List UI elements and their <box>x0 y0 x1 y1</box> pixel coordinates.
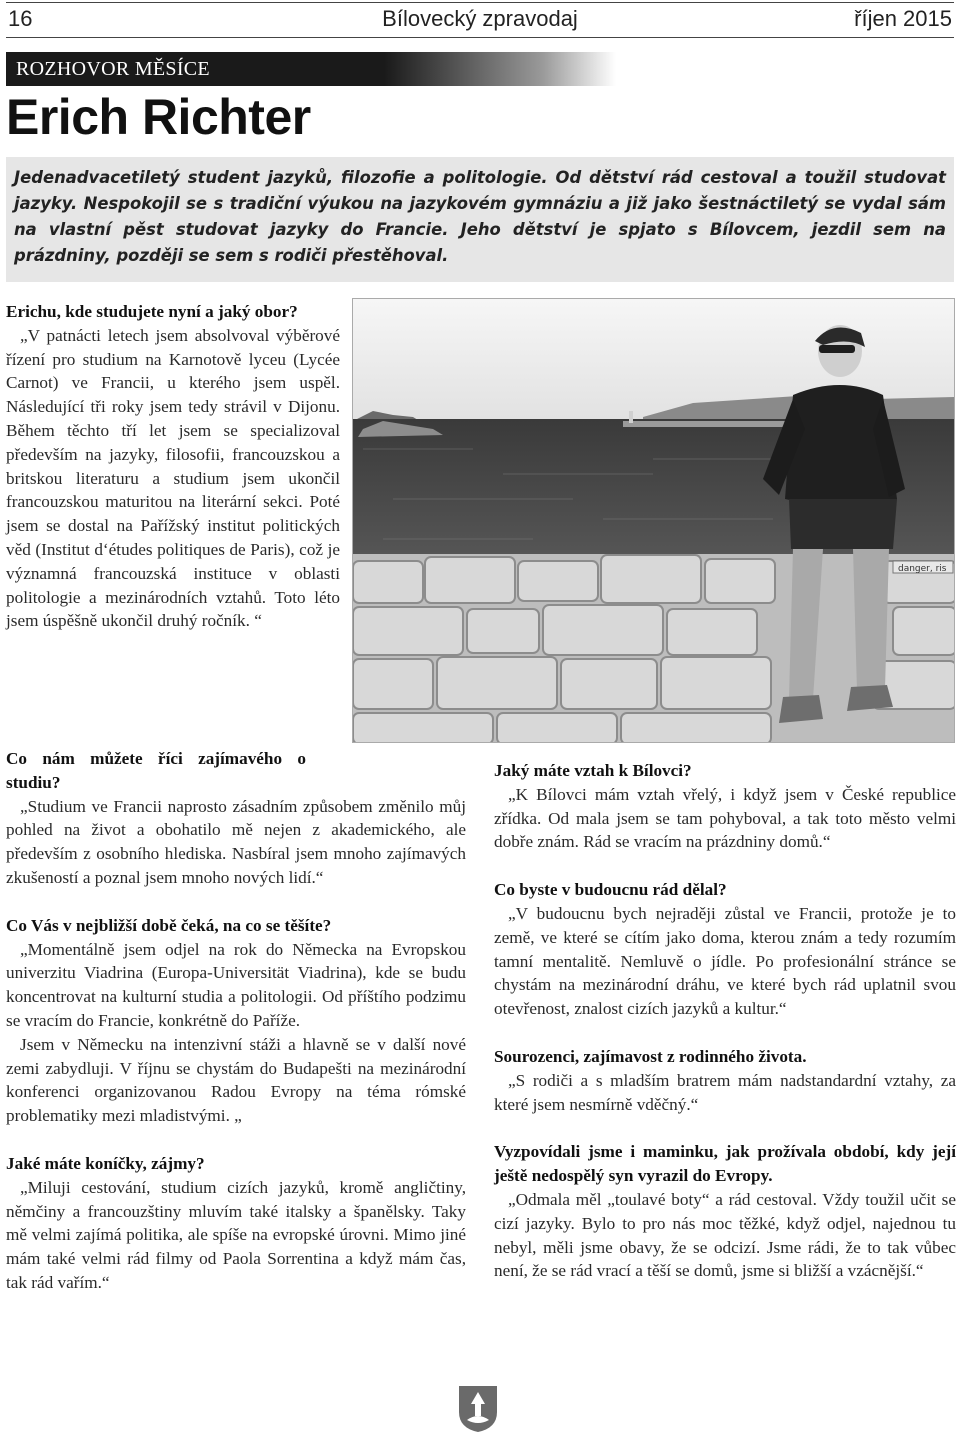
photo-sign-text: danger, ris <box>898 564 947 574</box>
question-1: Erichu, kde studujete nyní a jaký obor? <box>6 302 298 321</box>
answer-3a: „Momentálně jsem odjel na rok do Německa na Evropskou univerzitu Viadrina (Europa-Universität Viadrina), kde se budu koncentrovat na kulturní studia a politologii. Od příštího podzimu se vracím do Francie, konkrétně do Paříže. <box>6 939 466 1030</box>
header-rule-bottom <box>6 37 954 38</box>
answer-3b: Jsem v Německu na intenzivní stáži a hlavně se v další nové zemi zabydluji. V říjnu se chystám do Budapešti na mezinárodní konferenci organizovanou Radou Evropy na téma rómské problematiky mezi mladistvými. „ <box>6 1034 466 1126</box>
question-8: Vyzpovídali jsme i maminku, jak prožívala období, kdy její ještě nedospělý syn vyrazil do Evropy. <box>494 1142 956 1186</box>
lead-text: Jedenadvacetiletý student jazyků, filozofie a politologie. Od dětství rád cestoval a toužil studovat jazyky. Nespokojil se s tradiční výukou na jazykovém gymnáziu a již jako šestnáctiletý se vydal sám na vlastní pěst studovat jazyky do Francie. Jeho dětství je spjato s Bílovcem, jezdil sem na prázdniny, později se sem s rodiči přestěhoval. <box>14 168 946 265</box>
answer-4: „Miluji cestování, studium cizích jazyků, kromě angličtiny, němčiny a francouzštiny mluvím také italsky a španělsky. Taky mě velmi zajímá politika, ale spíše na evropské úrovni. Mimo jiné mám také velmi rád filmy od Paola Sorrentina a když mám čas, tak rád vařím.“ <box>6 1177 466 1292</box>
page-number: 16 <box>8 6 33 31</box>
column-right-bottom <box>494 759 956 1283</box>
issue-date: říjen 2015 <box>854 6 952 31</box>
lead-box <box>6 157 954 282</box>
column-left-bottom <box>6 747 466 1295</box>
column-left-top <box>6 300 340 633</box>
question-5: Jaký máte vztah k Bílovci? <box>494 761 692 780</box>
publication-title: Bílovecký zpravodaj <box>382 6 578 31</box>
question-2: Co nám můžete říci zajímavého o studiu? <box>6 749 306 792</box>
question-7: Sourozenci, zajímavost z rodinného života. <box>494 1046 807 1066</box>
answer-5: „K Bílovci mám vztah vřelý, i když jsem v České republice zřídka. Od mala jsem se tam pohyboval, a tak toto město velmi dobře znám. Rád se vracím na prázdniny domů.“ <box>494 784 956 852</box>
answer-1: „V patnácti letech jsem absolvoval výběrové řízení pro studium na Karnotově lyceu (Lycée Carnot) ve Francii, u kterého jsem uspěl. Následující tři roky jsem tedy strávil v Dijonu. Během těchto tří let jsem se specializoval především na jazyky, filosofii, francouzskou a britskou literaturu a studium jsem ukončil francouzskou maturitou na literární sekci. Poté jsem se dostal na Pařížský institut politických věd (Institut d‘études politiques de Paris), což je významná francouzská instituce v oblasti politologie a mezinárodních vztahů. Toto léto jsem úspěšně ukončil druhý ročník. “ <box>6 325 340 631</box>
question-3: Co Vás v nejbližší době čeká, na co se těšíte? <box>6 915 332 935</box>
answer-2: „Studium ve Francii naprosto zásadním způsobem změnilo můj pohled na život a obohatilo mě nejen z akademického, ale především z osobního hlediska. Nasbíral jsem mnoho zajímavých zkušeností a poznal jsem mnoho nových lidí.“ <box>6 796 466 887</box>
photo-illustration <box>353 299 955 743</box>
answer-6: „V budoucnu bych nejraději zůstal ve Francii, protože je to země, ve které se cítím jako doma, kterou znám a tedy rozumím tamní mentalitě. Nemluvě o jídle. Po profesionální stránce se chystám na mezinárodní dráhu, ve které bych rád uplatnil svou otevřenost, znalost cizích jazyků a kultur.“ <box>494 903 956 1019</box>
answer-7: „S rodiči a s mladším bratrem mám nadstandardní vztahy, za které jsem nesmírně vděčný.“ <box>494 1070 956 1114</box>
photo-erich-richter <box>352 298 955 743</box>
question-6: Co byste v budoucnu rád dělal? <box>494 880 727 900</box>
header-rule-top <box>6 2 954 3</box>
question-4: Jaké máte koníčky, zájmy? <box>6 1153 205 1173</box>
section-banner <box>6 52 616 86</box>
answer-8: „Odmala měl „toulavé boty“ a rád cestoval. Vždy toužil učit se cizí jazyky. Bylo to pro nás moc těžké, když odjel, najednou tu nebyl, měli jsme obavy, že se odcizí. Jsme rádi, že to tak vůbec není, že se rád vrací a těší se domů, jsme si bližší a vzácnější.“ <box>494 1189 956 1281</box>
interviewee-name: Erich Richter <box>6 89 311 145</box>
town-emblem-icon <box>455 1382 501 1434</box>
section-label: ROZHOVOR MĚSÍCE <box>16 58 210 80</box>
